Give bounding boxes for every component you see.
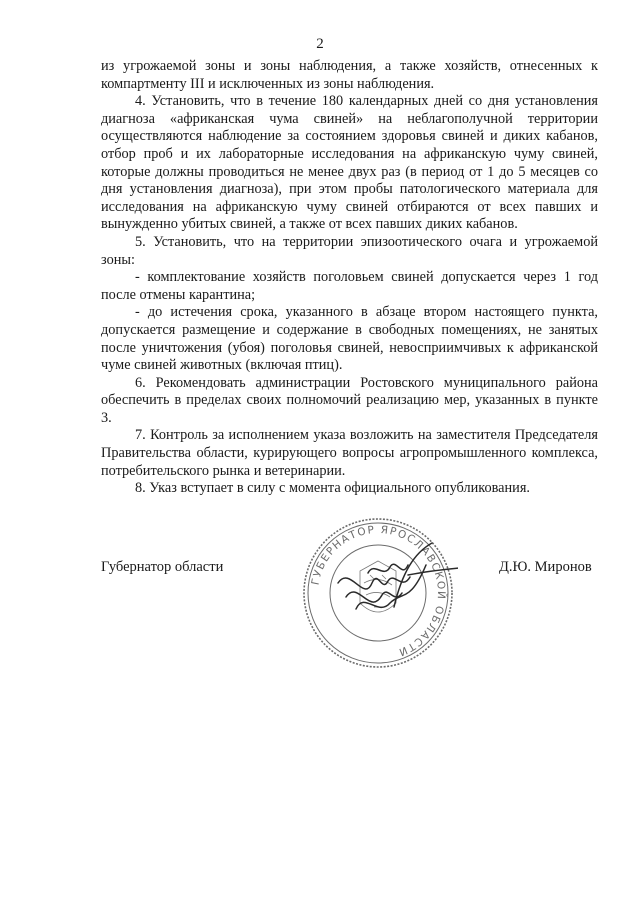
paragraph-item-5: 5. Установить, что на территории эпизоотического очага и угрожаемой зоны: <box>101 233 598 268</box>
paragraph-item-7: 7. Контроль за исполнением указа возложить на заместителя Председателя Правительства области, курирующего вопросы агропромышленного комплекса, потребительского рынка и ветеринарии. <box>101 427 598 479</box>
official-seal-icon <box>298 513 458 673</box>
page-number: 2 <box>316 36 324 52</box>
paragraph-item-5-sub-1: - комплектование хозяйств поголовьем свиней допускается через 1 год после отмены карантина; <box>101 269 598 303</box>
signatory-name: Д.Ю. Миронов <box>499 559 592 575</box>
paragraph-item-5-sub-2: - до истечения срока, указанного в абзаце втором настоящего пункта, допускается размещение и содержание в свободных помещениях, не занятых после уничтожения (убоя) поголовья свиней, невосприимчивых к африканской чуме свиней животных (включая птиц). <box>101 304 598 374</box>
svg-text:ГУБЕРНАТОР ЯРОСЛАВСКОЙ ОБЛАСТИ: ГУБЕРНАТОР ЯРОСЛАВСКОЙ ОБЛАСТИ <box>309 523 448 659</box>
paragraph-item-6: 6. Рекомендовать администрации Ростовского муниципального района обеспечить в пределах своих полномочий реализацию мер, указанных в пункте 3. <box>101 374 598 426</box>
paragraph-item-8: 8. Указ вступает в силу с момента официального опубликования. <box>135 480 530 497</box>
paragraph-continuation: из угрожаемой зоны и зоны наблюдения, а также хозяйств, отнесенных к компартменту III и исключенных из зоны наблюдения. <box>101 58 598 92</box>
paragraph-item-4: 4. Установить, что в течение 180 календарных дней со дня установления диагноза «африканская чума свиней» на неблагополучной территории осуществляются наблюдение за состоянием здоровья свиней и диких кабанов, отбор проб и их лабораторные исследования на африканскую чуму свиней, которые должны проводиться не менее двух раз (в период от 1 до 5 месяцев со дня установления диагноза), при этом пробы патологического материала для исследования на африканскую чуму свиней отбираются от всех павших и вынужденно убитых свиней, а также от всех павших диких кабанов. <box>101 93 598 233</box>
document-body <box>101 58 598 498</box>
signatory-position: Губернатор области <box>101 559 224 575</box>
